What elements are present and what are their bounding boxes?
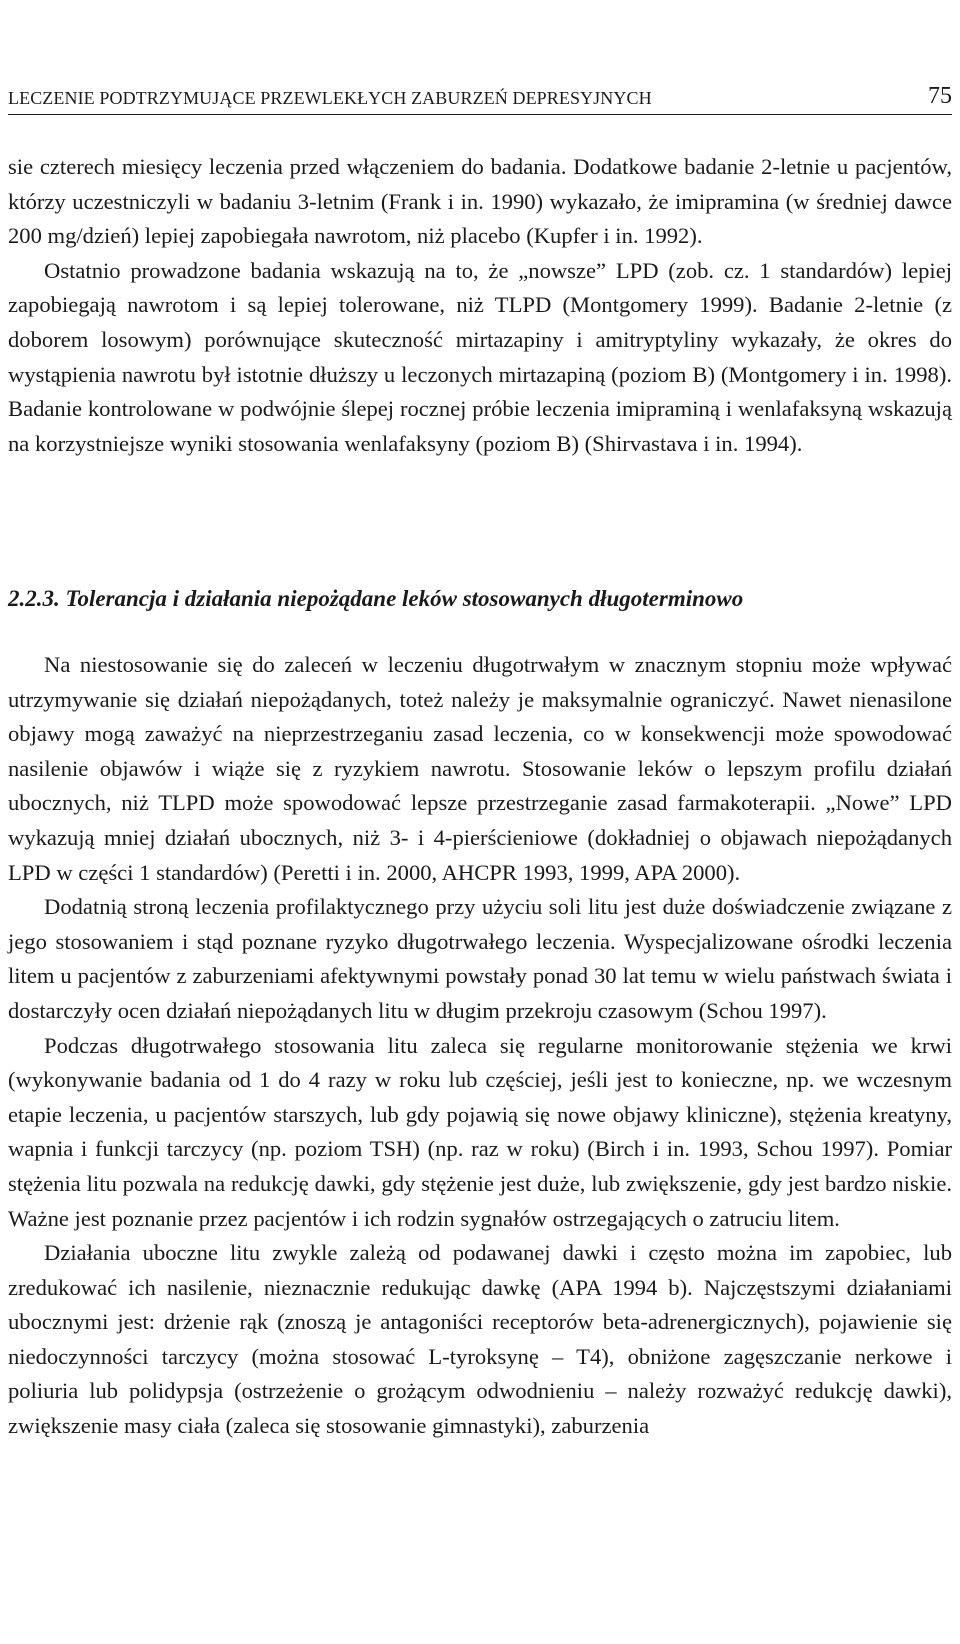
- paragraph: Na niestosowanie się do zaleceń w leczeniu długotrwałym w znacznym stopniu może wpływać utrzymywanie się działań niepożądanych, toteż należy je maksymalnie ograniczyć. Nawet nienasilone objawy mogą zaważyć na nieprzestrzeganiu zasad leczenia, co w konsekwencji może spowodować nasilenie objawów i wiąże się z ryzykiem nawrotu. Stosowanie leków o lepszym profilu działań ubocznych, niż TLPD może spowodować lepsze przestrzeganie zasad farmakoterapii. „Nowe” LPD wykazują mniej działań ubocznych, niż 3- i 4-pierścieniowe (dokładniej o objawach niepożądanych LPD w części 1 standardów) (Peretti i in. 2000, AHCPR 1993, 1999, APA 2000).: [8, 652, 952, 885]
- paragraph: Ostatnio prowadzone badania wskazują na to, że „nowsze” LPD (zob. cz. 1 standardów) lepiej zapobiegają nawrotom i są lepiej tolerowane, niż TLPD (Montgomery 1999). Badanie 2-letnie (z doborem losowym) porównujące skuteczność mirtazapiny i amitryptyliny wykazały, że okres do wystąpienia nawrotu był istotnie dłuższy u leczonych mirtazapiną (poziom B) (Montgomery i in. 1998). Badanie kontrolowane w podwójnie ślepej rocznej próbie leczenia imipraminą i wenlafaksyną wskazują na korzystniejsze wyniki stosowania wenlafaksyny (poziom B) (Shirvastava i in. 1994).: [8, 257, 952, 456]
- paragraph: Działania uboczne litu zwykle zależą od podawanej dawki i często można im zapobiec, lub zredukować ich nasilenie, nieznacznie redukując dawkę (APA 1994 b). Najczęstszymi działaniami ubocznymi jest: drżenie rąk (znoszą je antagoniści receptorów beta-adrenergicznych), pojawienie się niedoczynności tarczycy (można stosować L-tyroksynę – T4), obniżone zagęszczanie nerkowe i poliuria lub polidypsja (ostrzeżenie o grożącym odwodnieniu – należy rozważyć redukcję dawki), zwiększenie masy ciała (zaleca się stosowanie gimnastyki), zaburzenia: [8, 1240, 952, 1439]
- body-text-bottom: [8, 648, 952, 1444]
- section-heading: 2.2.3. Tolerancja i działania niepożądane leków stosowanych długoterminowo: [8, 586, 744, 611]
- paragraph: Dodatnią stroną leczenia profilaktycznego przy użyciu soli litu jest duże doświadczenie związane z jego stosowaniem i stąd poznane ryzyko długotrwałego leczenia. Wyspecjalizowane ośrodki leczenia litem u pacjentów z zaburzeniami afektywnymi powstały ponad 30 lat temu w wielu państwach świata i dostarczyły ocen działań niepożądanych litu w długim przekroju czasowym (Schou 1997).: [8, 894, 952, 1023]
- running-title: LECZENIE PODTRZYMUJĄCE PRZEWLEKŁYCH ZABURZEŃ DEPRESYJNYCH: [8, 88, 652, 108]
- page-header: [8, 82, 952, 115]
- page-number: 75: [928, 83, 952, 109]
- body-text-top: [8, 150, 952, 461]
- paragraph: sie czterech miesięcy leczenia przed włączeniem do badania. Dodatkowe badanie 2-letnie u pacjentów, którzy uczestniczyli w badaniu 3-letnim (Frank i in. 1990) wykazało, że imipramina (w średniej dawce 200 mg/dzień) lepiej zapobiegała nawrotom, niż placebo (Kupfer i in. 1992).: [8, 154, 952, 249]
- paragraph: Podczas długotrwałego stosowania litu zaleca się regularne monitorowanie stężenia we krwi (wykonywanie badania od 1 do 4 razy w roku lub częściej, jeśli jest to konieczne, np. we wczesnym etapie leczenia, u pacjentów starszych, lub gdy pojawią się nowe objawy kliniczne), stężenia kreatyny, wapnia i funkcji tarczycy (np. poziom TSH) (np. raz w roku) (Birch i in. 1993, Schou 1997). Pomiar stężenia litu pozwala na redukcję dawki, gdy stężenie jest duże, lub zwiększenie, gdy jest bardzo niskie. Ważne jest poznanie przez pacjentów i ich rodzin sygnałów ostrzegających o zatruciu litem.: [8, 1032, 952, 1231]
